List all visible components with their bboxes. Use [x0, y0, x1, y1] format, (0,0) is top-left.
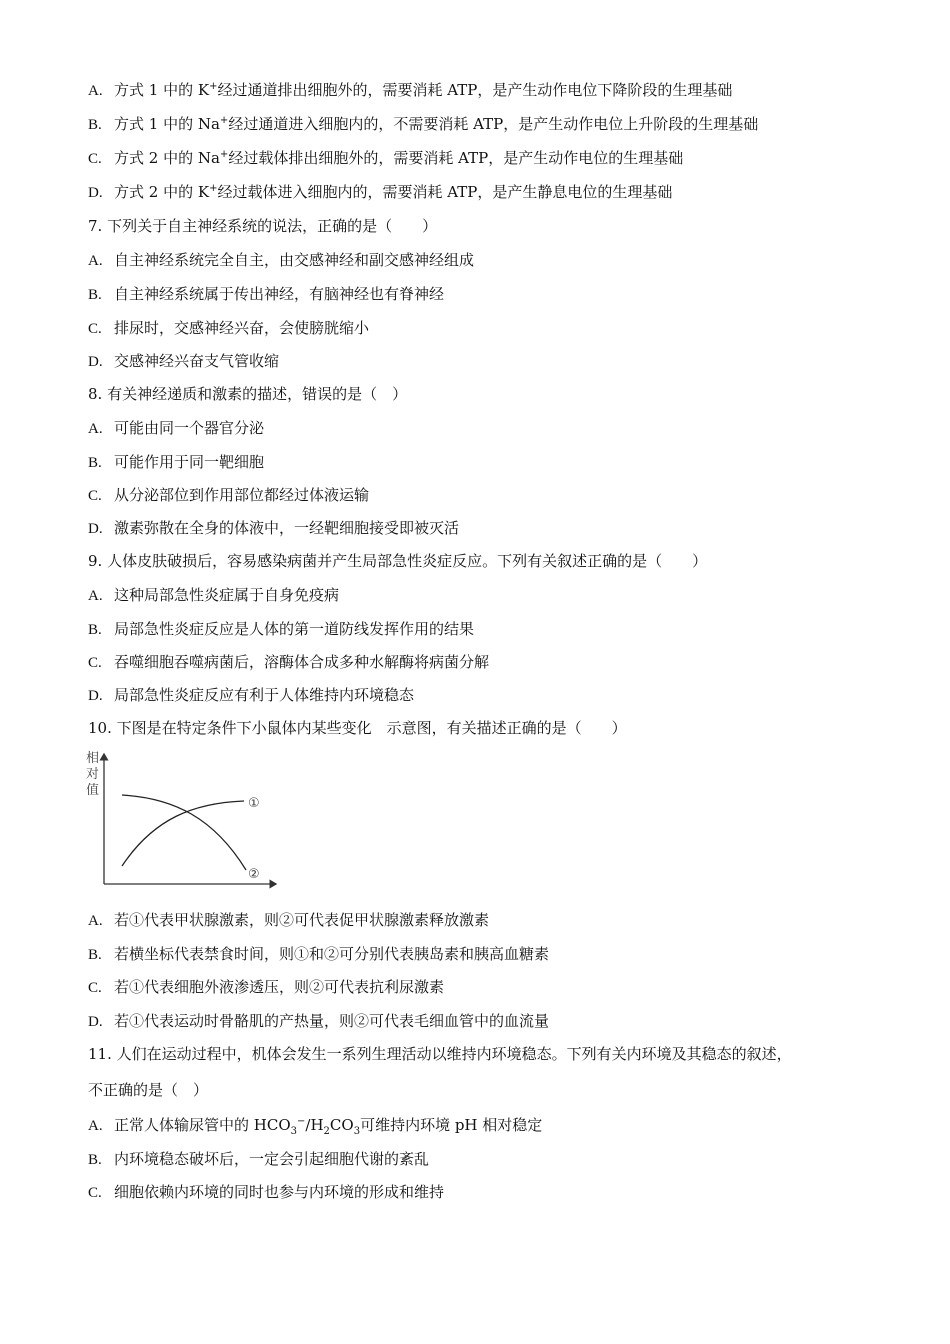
q6-option-c: C. 方式 2 中的 Na+经过载体排出细胞外的，需要消耗 ATP，是产生动作电位的生理基础	[88, 149, 684, 167]
q10-option-d: D. 若①代表运动时骨骼肌的产热量，则②可代表毛细血管中的血流量	[88, 1012, 550, 1030]
q6-option-b: B. 方式 1 中的 Na+经过通道进入细胞内的，不需要消耗 ATP，是产生动作电位上升阶段的生理基础	[88, 115, 759, 133]
q8-option-d: D. 激素弥散在全身的体液中，一经靶细胞接受即被灭活	[88, 519, 460, 537]
q10-stem: 10. 下图是在特定条件下小鼠体内某些变化 示意图，有关描述正确的是（ ）	[88, 719, 627, 737]
q8-option-c: C. 从分泌部位到作用部位都经过体液运输	[88, 486, 370, 504]
q10-option-a: A. 若①代表甲状腺激素，则②可代表促甲状腺激素释放激素	[88, 911, 490, 929]
q7-stem: 7. 下列关于自主神经系统的说法，正确的是（ ）	[88, 217, 438, 235]
curve-1	[122, 801, 244, 866]
q6-option-a: A. 方式 1 中的 K+经过通道排出细胞外的，需要消耗 ATP，是产生动作电位下降阶段的生理基础	[88, 81, 733, 99]
q10-figure	[84, 748, 284, 890]
q11-option-a: A. 正常人体输尿管中的 $HCO_3^-/H_2CO_3$可维持内环境 pH 相对稳定	[88, 1116, 543, 1137]
q7-option-b: B. 自主神经系统属于传出神经，有脑神经也有脊神经	[88, 285, 445, 303]
q8-option-a: A. 可能由同一个器官分泌	[88, 419, 265, 437]
q9-option-b: B. 局部急性炎症反应是人体的第一道防线发挥作用的结果	[88, 620, 475, 638]
q10-option-c: C. 若①代表细胞外液渗透压，则②可代表抗利尿激素	[88, 978, 445, 996]
q9-option-a: A. 这种局部急性炎症属于自身免疫病	[88, 586, 340, 604]
q11-stem-line-1: 11. 人们在运动过程中，机体会发生一系列生理活动以维持内环境稳态。下列有关内环境及其稳态的叙述，	[88, 1045, 792, 1063]
y-label-char-2: 对	[86, 767, 100, 782]
y-label-char-1: 相	[86, 751, 100, 766]
q6-option-d: D. 方式 2 中的 K+经过载体进入细胞内的，需要消耗 ATP，是产生静息电位的生理基础	[88, 183, 673, 201]
q7-option-c: C. 排尿时，交感神经兴奋，会使膀胱缩小	[88, 319, 370, 337]
q11-stem-line-2: 不正确的是（ ）	[88, 1081, 209, 1099]
q9-option-d: D. 局部急性炎症反应有利于人体维持内环境稳态	[88, 686, 415, 704]
q9-stem: 9. 人体皮肤破损后，容易感染病菌并产生局部急性炎症反应。下列有关叙述正确的是（ ）	[88, 552, 708, 570]
curve-1-label: ①	[248, 796, 260, 811]
q11-option-b: B. 内环境稳态破坏后，一定会引起细胞代谢的紊乱	[88, 1150, 430, 1168]
q8-stem: 8. 有关神经递质和激素的描述，错误的是（ ）	[88, 385, 408, 403]
curve-2	[122, 795, 246, 870]
q8-option-b: B. 可能作用于同一靶细胞	[88, 453, 265, 471]
curve-2-label: ②	[248, 867, 260, 882]
q10-option-b: B. 若横坐标代表禁食时间，则①和②可分别代表胰岛素和胰高血糖素	[88, 945, 550, 963]
q11-option-c: C. 细胞依赖内环境的同时也参与内环境的形成和维持	[88, 1183, 445, 1201]
q7-option-d: D. 交感神经兴奋支气管收缩	[88, 352, 280, 370]
q9-option-c: C. 吞噬细胞吞噬病菌后，溶酶体合成多种水解酶将病菌分解	[88, 653, 490, 671]
y-label-char-3: 值	[86, 783, 100, 798]
q7-option-a: A. 自主神经系统完全自主，由交感神经和副交感神经组成	[88, 251, 475, 269]
